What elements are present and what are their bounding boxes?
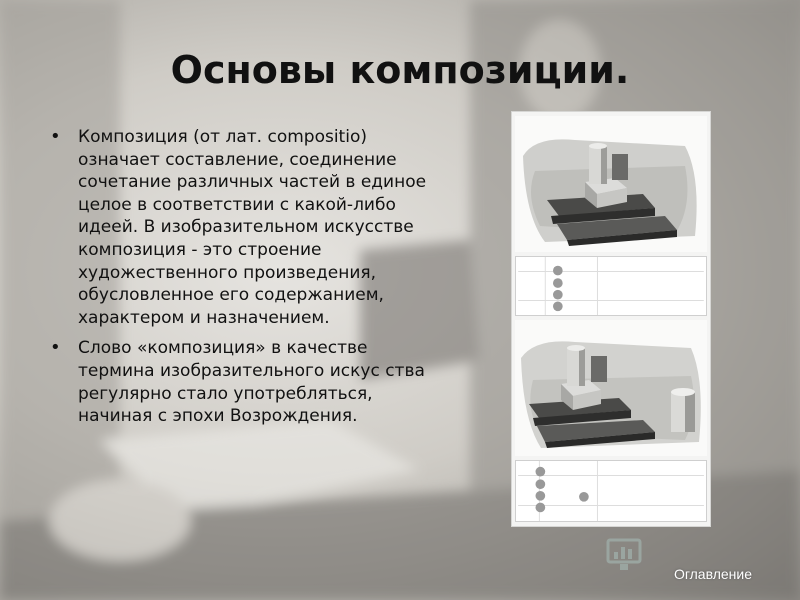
nav-contents-link[interactable]: Оглавление bbox=[673, 566, 752, 582]
composition-illustration bbox=[512, 112, 710, 526]
still-life-drawing-2 bbox=[515, 320, 707, 456]
bullet-list bbox=[48, 126, 436, 436]
bullet-item: • Композиция (от лат. compositio) означает составление, соединение сочетание различных частей в единое целое в соответствии с какой-либо идеей. В изобразительном искусстве композиция - это строение художественного произведения, обусловленное его содержанием, характером и назначением. bbox=[48, 126, 436, 329]
composition-scheme-1 bbox=[515, 256, 707, 316]
bullet-item: • Слово «композиция» в качестве термина изобразительного искус ства регулярно стало употребляться, начиная с эпохи Возрождения. bbox=[48, 337, 436, 427]
slide-title: Основы композиции. bbox=[170, 48, 630, 92]
still-life-drawing-1 bbox=[515, 116, 707, 252]
composition-scheme-2 bbox=[515, 460, 707, 522]
watermark-logo-icon bbox=[606, 538, 642, 572]
